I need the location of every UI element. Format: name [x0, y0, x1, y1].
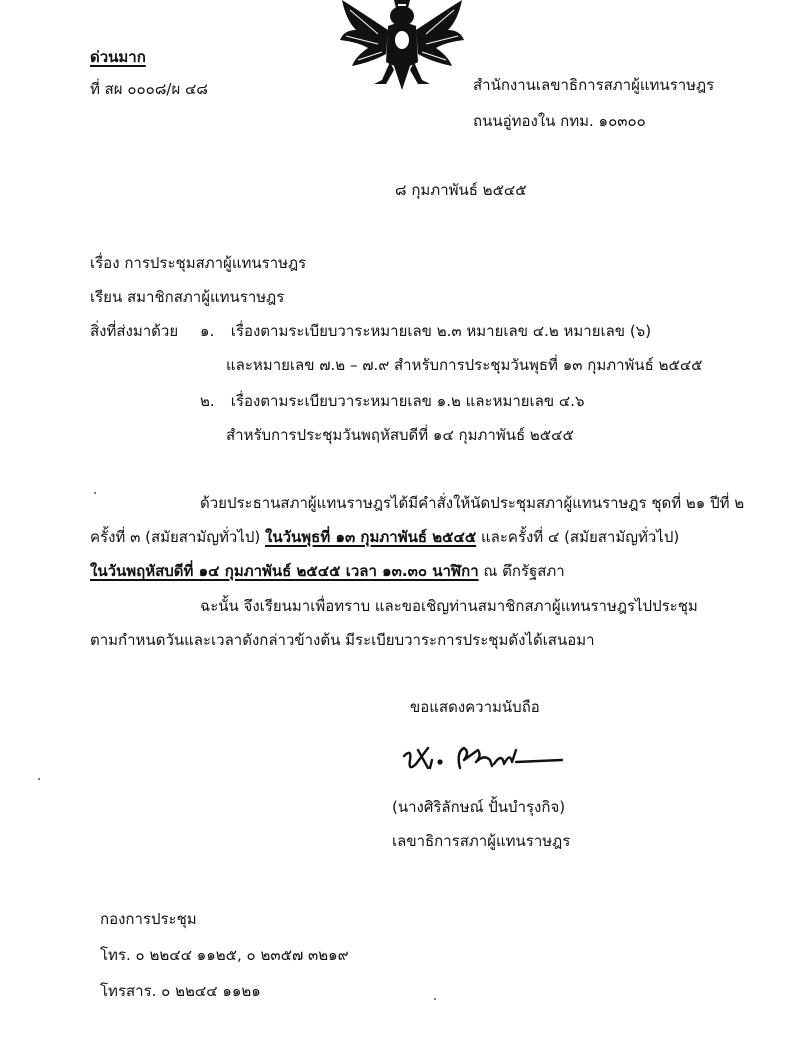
urgency-label: ด่วนมาก — [90, 48, 146, 66]
enclosure-item-1-cont: และหมายเลข ๗.๒ – ๗.๙ สำหรับการประชุมวันพุธที่ ๑๓ กุมภาพันธ์ ๒๕๔๕ — [226, 356, 703, 374]
recipient-line — [90, 288, 284, 306]
scan-speck — [94, 492, 96, 494]
body-paragraph-2-line-2: ตามกำหนดวันและเวลาดังกล่าวข้างต้น มีระเบียบวาระการประชุมดังได้เสนอมา — [90, 631, 595, 649]
handwritten-signature-icon — [398, 738, 568, 782]
fax-number: โทรสาร. ๐ ๒๒๔๔ ๑๑๒๑ — [100, 982, 261, 1000]
meeting-4-datetime: ในวันพฤหัสบดีที่ ๑๔ กุมภาพันธ์ ๒๕๔๕ เวลา ๑๓.๓๐ นาฬิกา — [90, 562, 479, 580]
enclosure-item-1 — [200, 322, 651, 340]
office-name: สำนักงานเลขาธิการสภาผู้แทนราษฎร — [473, 76, 715, 94]
closing-salutation: ขอแสดงความนับถือ — [410, 698, 540, 716]
subject-label: เรื่อง — [90, 254, 120, 272]
subject-text: การประชุมสภาผู้แทนราษฎร — [124, 254, 307, 272]
phone-number: โทร. ๐ ๒๒๔๔ ๑๑๒๕, ๐ ๒๓๕๗ ๓๒๑๙ — [100, 946, 349, 964]
garuda-emblem-icon — [338, 0, 466, 92]
department-name: กองการประชุม — [100, 910, 197, 928]
office-address: ถนนอู่ทองใน กทม. ๑๐๓๐๐ — [473, 112, 646, 130]
body-paragraph-1-line-2 — [90, 528, 679, 546]
meeting-venue: ณ ตึกรัฐสภา — [478, 562, 565, 580]
recipient-label: เรียน — [90, 288, 123, 306]
body-paragraph-2-line-1: ฉะนั้น จึงเรียนมาเพื่อทราบ และขอเชิญท่านสมาชิกสภาผู้แทนราษฎรไปประชุม — [200, 597, 698, 615]
enclosure-text: เรื่องตามระเบียบวาระหมายเลข ๒.๓ หมายเลข ๔.๒ หมายเลข (๖) — [230, 322, 652, 340]
scan-speck — [434, 998, 436, 1000]
enclosure-item-2-cont: สำหรับการประชุมวันพฤหัสบดีที่ ๑๔ กุมภาพันธ์ ๒๕๔๕ — [226, 426, 574, 444]
meeting-3-text: ครั้งที่ ๓ (สมัยสามัญทั่วไป) — [90, 528, 266, 546]
meeting-3-date: ในวันพุธที่ ๑๓ กุมภาพันธ์ ๒๕๔๕ — [265, 528, 477, 546]
subject-line — [90, 254, 306, 272]
scan-speck — [38, 778, 40, 780]
enclosure-text: เรื่องตามระเบียบวาระหมายเลข ๑.๒ และหมายเลข ๔.๖ — [230, 392, 585, 410]
body-paragraph-1-line-1: ด้วยประธานสภาผู้แทนราษฎรได้มีคำสั่งให้นัดประชุมสภาผู้แทนราษฎร ชุดที่ ๒๑ ปีที่ ๒ — [200, 494, 745, 512]
document-date: ๘ กุมภาพันธ์ ๒๕๔๕ — [395, 181, 527, 199]
meeting-4-text: และครั้งที่ ๔ (สมัยสามัญทั่วไป) — [476, 528, 680, 546]
signer-name: (นางศิริลักษณ์ ปั้นบำรุงกิจ) — [392, 798, 566, 816]
enclosures-label: สิ่งที่ส่งมาด้วย — [90, 322, 179, 340]
enclosure-item-2 — [200, 392, 585, 410]
enclosure-number: ๒. — [200, 392, 215, 410]
body-paragraph-1-line-3 — [90, 562, 565, 580]
reference-number: ที่ สผ ๐๐๐๘/ผ ๔๘ — [90, 80, 208, 98]
enclosure-number: ๑. — [200, 322, 215, 340]
signer-title: เลขาธิการสภาผู้แทนราษฎร — [392, 832, 571, 850]
recipient-text: สมาชิกสภาผู้แทนราษฎร — [127, 288, 285, 306]
